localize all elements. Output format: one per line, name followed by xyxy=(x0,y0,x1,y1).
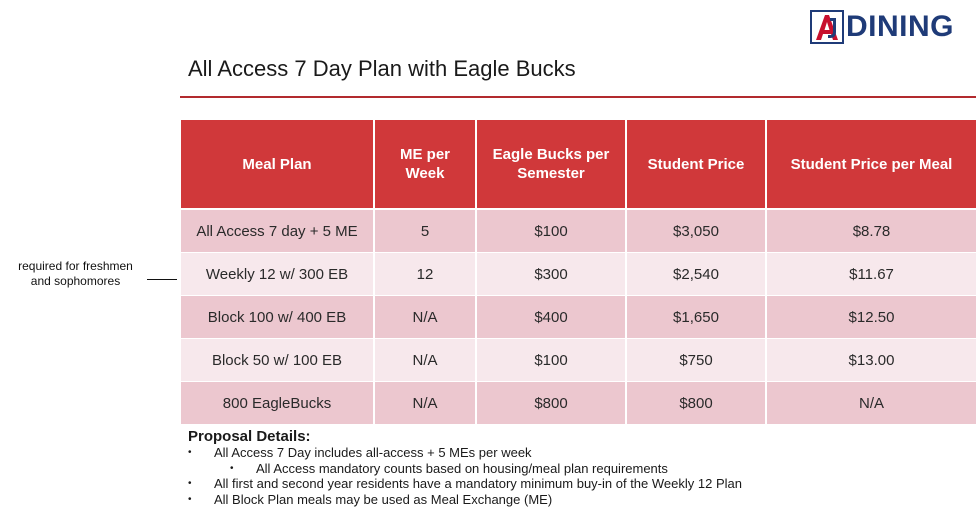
cell-eagle-bucks: $300 xyxy=(477,253,627,296)
cell-student-price: $1,650 xyxy=(627,296,767,339)
header-meal-plan: Meal Plan xyxy=(181,120,375,210)
proposal-details xyxy=(188,428,968,507)
cell-meal-plan: All Access 7 day + 5 ME xyxy=(181,210,375,253)
side-note: required for freshmen and sophomores xyxy=(18,259,133,288)
bullet-icon: • xyxy=(188,447,192,458)
list-item-text: All first and second year residents have a mandatory minimum buy-in of the Weekly 12 Plan xyxy=(214,476,742,491)
cell-meal-plan: Block 100 w/ 400 EB xyxy=(181,296,375,339)
cell-price-per-meal: $8.78 xyxy=(767,210,976,253)
bullet-icon: • xyxy=(188,478,192,489)
details-heading: Proposal Details: xyxy=(188,428,311,445)
list-item xyxy=(188,476,968,492)
cell-me-per-week: 12 xyxy=(375,253,477,296)
cell-eagle-bucks: $100 xyxy=(477,210,627,253)
cell-eagle-bucks: $100 xyxy=(477,339,627,382)
list-item xyxy=(188,492,968,508)
meal-plan-table xyxy=(181,120,976,425)
list-item-text: All Access 7 Day includes all-access + 5 MEs per week xyxy=(214,445,532,460)
table-row xyxy=(181,296,976,339)
table-row xyxy=(181,339,976,382)
cell-meal-plan: Weekly 12 w/ 300 EB xyxy=(181,253,375,296)
list-item xyxy=(188,445,968,461)
cell-student-price: $750 xyxy=(627,339,767,382)
header-me-per-week: ME per Week xyxy=(375,120,477,210)
list-item-text: All Access mandatory counts based on housing/meal plan requirements xyxy=(256,460,668,476)
university-logo-icon xyxy=(810,10,844,44)
side-note-pointer xyxy=(147,279,177,280)
header-price-per-meal: Student Price per Meal xyxy=(767,120,976,210)
table-row xyxy=(181,253,976,296)
details-list xyxy=(188,445,968,507)
bullet-icon: • xyxy=(188,493,192,505)
title-divider xyxy=(180,96,976,98)
cell-price-per-meal: $13.00 xyxy=(767,339,976,382)
cell-me-per-week: 5 xyxy=(375,210,477,253)
bullet-icon: • xyxy=(230,462,234,474)
cell-student-price: $800 xyxy=(627,382,767,425)
cell-price-per-meal: $12.50 xyxy=(767,296,976,339)
header-student-price: Student Price xyxy=(627,120,767,210)
cell-eagle-bucks: $400 xyxy=(477,296,627,339)
table-header-row xyxy=(181,120,976,210)
cell-me-per-week: N/A xyxy=(375,382,477,425)
table-row xyxy=(181,210,976,253)
cell-price-per-meal: N/A xyxy=(767,382,976,425)
table-row xyxy=(181,382,976,425)
cell-price-per-meal: $11.67 xyxy=(767,253,976,296)
cell-me-per-week: N/A xyxy=(375,339,477,382)
list-item xyxy=(188,461,968,477)
header-eagle-bucks: Eagle Bucks per Semester xyxy=(477,120,627,210)
cell-meal-plan: 800 EagleBucks xyxy=(181,382,375,425)
logo-text: DINING xyxy=(846,10,954,43)
page-title: All Access 7 Day Plan with Eagle Bucks xyxy=(188,56,576,81)
cell-eagle-bucks: $800 xyxy=(477,382,627,425)
cell-me-per-week: N/A xyxy=(375,296,477,339)
list-item-text: All Block Plan meals may be used as Meal Exchange (ME) xyxy=(214,491,553,507)
cell-meal-plan: Block 50 w/ 100 EB xyxy=(181,339,375,382)
cell-student-price: $2,540 xyxy=(627,253,767,296)
dining-logo xyxy=(810,10,954,44)
cell-student-price: $3,050 xyxy=(627,210,767,253)
